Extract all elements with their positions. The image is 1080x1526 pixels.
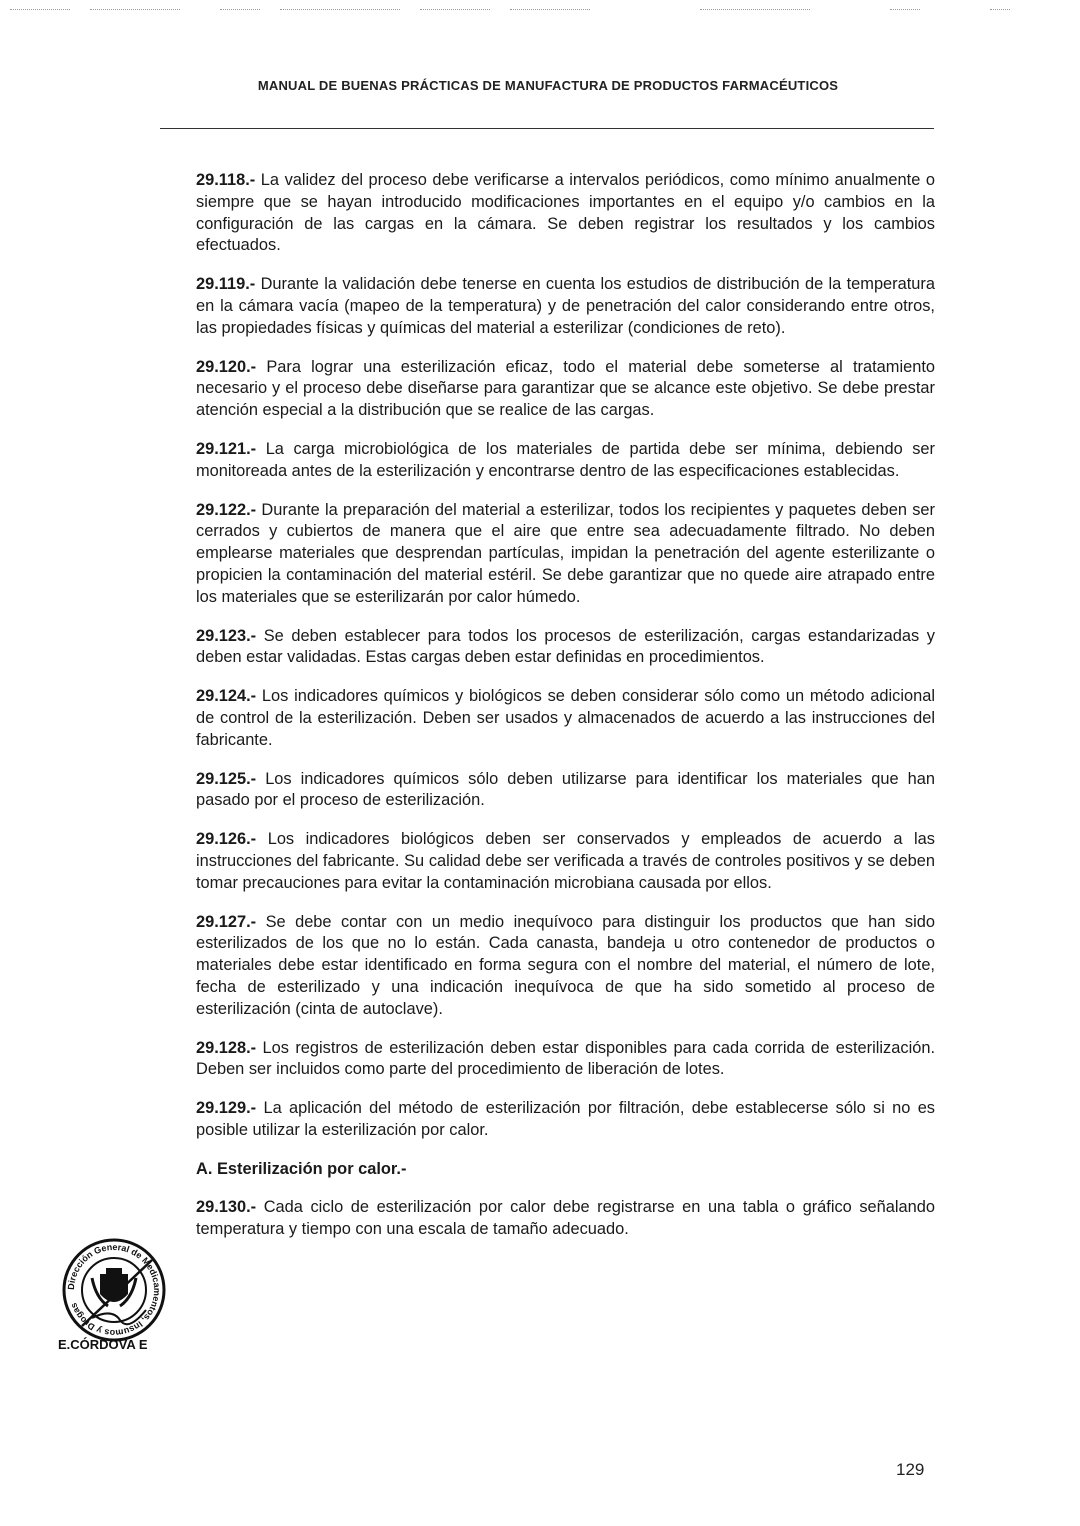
paragraph-29-121 [196,439,935,483]
paragraph-number: 29.125.- [196,769,257,788]
paragraph-29-127 [196,912,935,1021]
paragraph-text: La carga microbiológica de los materiales de partida debe ser mínima, debiendo ser monitoreada antes de la esterilización y encontrarse dentro de las especificaciones establecidas. [196,439,935,480]
paragraph-text: Los indicadores químicos sólo deben utilizarse para identificar los materiales que han pasado por el proceso de esterilización. [196,769,935,810]
paragraph-text: Se debe contar con un medio inequívoco para distinguir los productos que han sido esterilizados de los que no lo están. Cada canasta, bandeja u otro contenedor de productos o materiales debe estar identificado en forma segura con el nombre del material, el número de lote, fecha de esterilizado y una indicación inequívoca de que ha sido sometido al proceso de esterilización (cinta de autoclave). [196,912,935,1018]
paragraph-text: Cada ciclo de esterilización por calor debe registrarse en una tabla o gráfico señalando temperatura y tiempo con una escala de tamaño adecuado. [196,1198,935,1239]
signature-name: E.CÓRDOVA E [58,1337,148,1352]
paragraph-29-123 [196,626,935,670]
paragraph-29-128 [196,1038,935,1082]
paragraph-29-125 [196,769,935,813]
paragraph-number: 29.119.- [196,275,256,294]
paragraph-number: 29.128.- [196,1038,257,1057]
seal-ring-text: Dirección General de Medicamentos, Insumos y Drogas [65,1241,163,1339]
paragraph-29-124 [196,686,935,751]
document-body [196,170,935,1258]
paragraph-number: 29.124.- [196,687,257,706]
paragraph-text: Los indicadores biológicos deben ser conservados y empleados de acuerdo a las instrucciones del fabricante. Su calidad debe ser verificada a través de controles positivos y se deben tomar precauciones para evitar la contaminación microbiana causada por ellos. [196,830,935,892]
paragraph-text: Durante la validación debe tenerse en cuenta los estudios de distribución de la temperatura en la cámara vacía (mapeo de la temperatura) y de penetración del calor considerando entre otros, las propiedades físicas y químicas del material a esterilizar (condiciones de reto). [196,275,935,337]
section-heading: A. Esterilización por calor.- [196,1159,407,1178]
paragraph-text: Los registros de esterilización deben estar disponibles para cada corrida de esterilización. Deben ser incluidos como parte del procedimiento de liberación de lotes. [196,1038,935,1079]
paragraph-number: 29.126.- [196,830,257,849]
coat-of-arms-icon [92,1268,136,1306]
paragraph-29-119 [196,274,935,339]
header-divider [160,128,934,129]
paragraph-text: La validez del proceso debe verificarse a intervalos periódicos, como mínimo anualmente o siempre que se hayan introducido modificaciones importantes en el equipo y/o cambios en la configuración de las cargas en la cámara. Se deben registrar los resultados y los cambios efectuados. [196,171,935,255]
paragraph-number: 29.123.- [196,626,257,645]
page-number: 129 [896,1460,925,1479]
paragraph-number: 29.122.- [196,500,257,519]
paragraph-number: 29.121.- [196,439,257,458]
paragraph-text: La aplicación del método de esterilización por filtración, debe establecerse sólo si no es posible utilizar la esterilización por calor. [196,1099,935,1139]
paragraph-number: 29.118.- [196,171,256,189]
scan-artifact-line [10,6,1070,16]
official-seal-stamp [62,1238,166,1342]
paragraph-29-129 [196,1098,935,1142]
paragraph-text: Se deben establecer para todos los procesos de esterilización, cargas estandarizadas y deben estar validadas. Estas cargas deben estar definidas en procedimientos. [196,626,935,667]
paragraph-29-118 [196,170,935,257]
paragraph-number: 29.127.- [196,912,257,931]
paragraph-number: 29.129.- [196,1099,257,1118]
paragraph-number: 29.120.- [196,357,257,376]
page-header-title: MANUAL DE BUENAS PRÁCTICAS DE MANUFACTURA DE PRODUCTOS FARMACÉUTICOS [257,78,839,93]
paragraph-text: Durante la preparación del material a esterilizar, todos los recipientes y paquetes deben ser cerrados y cubiertos de manera que el aire que entre sea adecuadamente filtrado. No deben emplearse materiales que desprendan partículas, impidan la penetración del agente esterilizante o propicien la contaminación del material estéril. Se debe garantizar que no quede aire atrapado entre los materiales que se esterilizarán por calor húmedo. [196,500,935,606]
paragraph-text: Los indicadores químicos y biológicos se deben considerar sólo como un método adicional de control de la esterilización. Deben ser usados y almacenados de acuerdo a las instrucciones del fabricante. [196,687,935,749]
paragraph-number: 29.130.- [196,1198,257,1217]
paragraph-29-130 [196,1197,935,1241]
paragraph-29-122 [196,500,935,609]
paragraph-29-120 [196,357,935,422]
paragraph-text: Para lograr una esterilización eficaz, todo el material debe someterse al tratamiento necesario y el proceso debe diseñarse para garantizar que se alcance este objetivo. Se debe prestar atención especial a la distribución que se realice de las cargas. [196,357,935,420]
paragraph-29-126 [196,829,935,894]
